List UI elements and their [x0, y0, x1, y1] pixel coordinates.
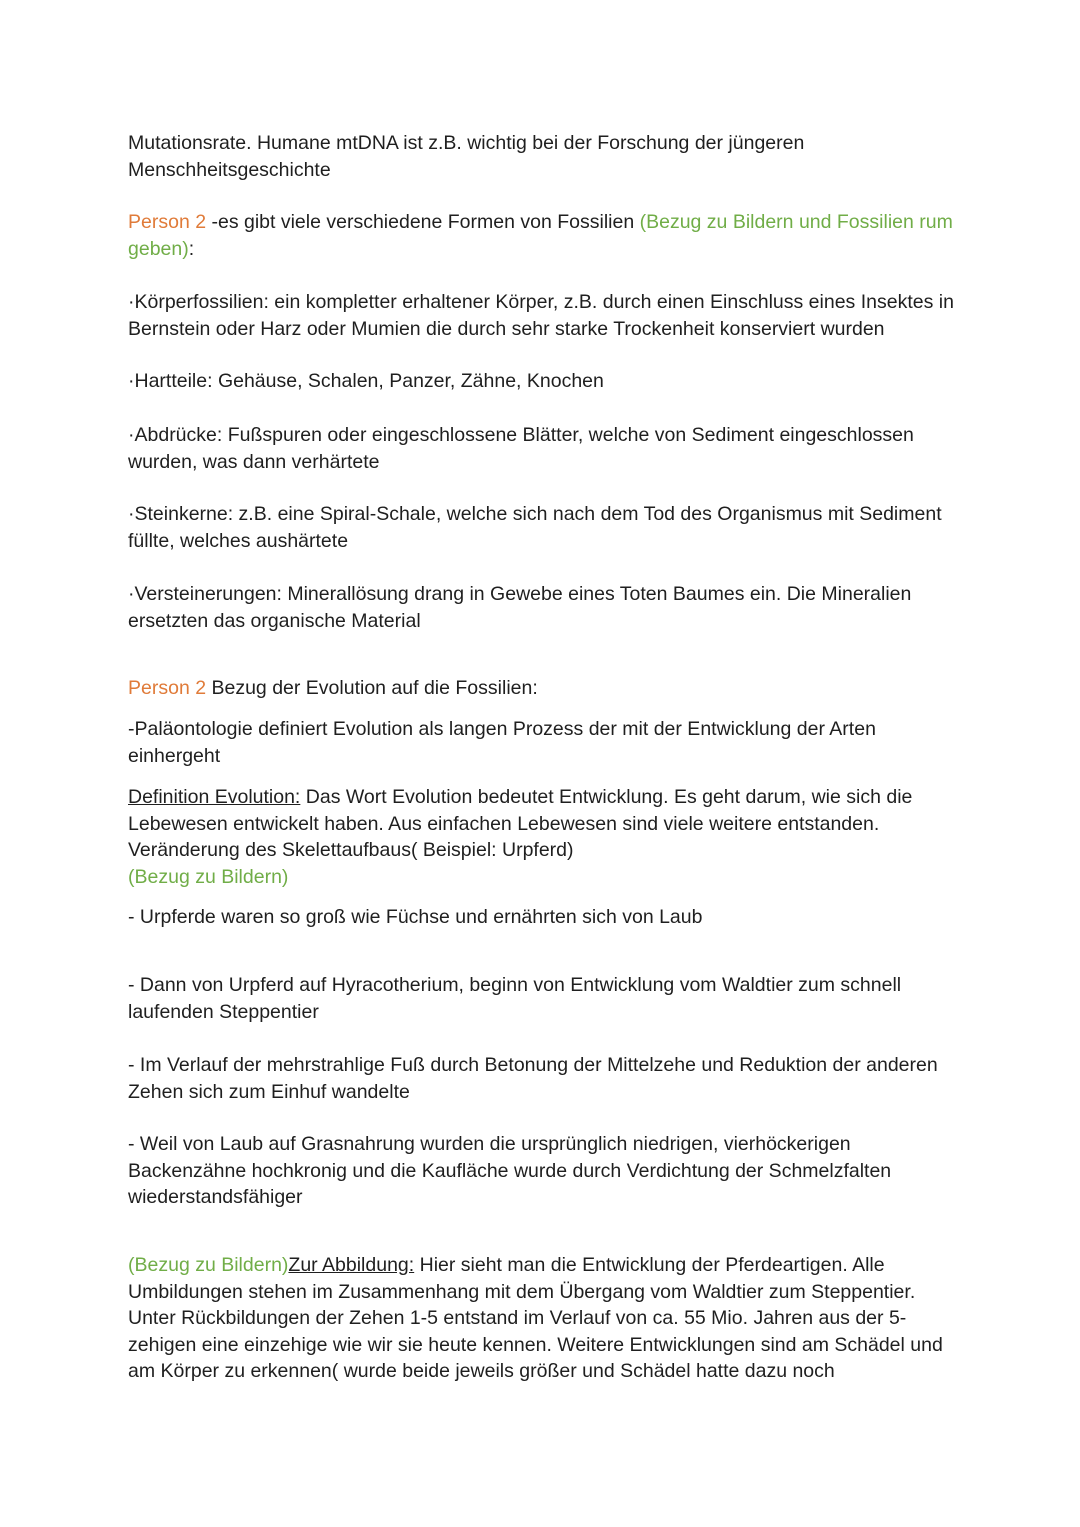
speaker-label: Person 2 [128, 211, 207, 233]
fossil-type-hartteile: ·Hartteile: Gehäuse, Schalen, Panzer, Zähne, Knochen [128, 370, 604, 392]
intro-paragraph [128, 130, 958, 183]
definition-label: Definition Evolution: [128, 786, 301, 808]
fossil-type-koerper: ·Körperfossilien: ein kompletter erhaltener Körper, z.B. durch einen Einschluss eines Insektes in Bernstein oder Harz oder Mumien die durch sehr starke Trockenheit konserviert wurden [128, 291, 954, 340]
intro-line-1: Mutationsrate. Humane mtDNA ist z.B. wichtig bei der Forschung der jüngeren [128, 132, 805, 154]
evolution-heading [128, 675, 958, 702]
palaeontology-paragraph: -Paläontologie definiert Evolution als langen Prozess der mit der Entwicklung der Arten einhergeht [128, 718, 876, 767]
urpferde-paragraph: - Urpferde waren so groß wie Füchse und ernährten sich von Laub [128, 906, 703, 928]
fossil-type-abdruecke: ·Abdrücke: Fußspuren oder eingeschlossene Blätter, welche von Sediment eingeschlossen wurden, was dann verhärtete [128, 424, 914, 473]
evolution-heading-text: Bezug der Evolution auf die Fossilien: [206, 677, 538, 699]
definition-line-3: Veränderung des Skelettaufbaus( Beispiel: Urpferd) [128, 839, 574, 861]
definition-paragraph [128, 784, 958, 890]
hyracotherium-paragraph: - Dann von Urpferd auf Hyracotherium, beginn von Entwicklung vom Waldtier zum schnell laufenden Steppentier [128, 974, 902, 1023]
speaker-label: Person 2 [128, 677, 207, 699]
fossil-type-steinkerne: ·Steinkerne: z.B. eine Spiral-Schale, welche sich nach dem Tod des Organismus mit Sediment füllte, welches aushärtete [128, 503, 942, 552]
foot-paragraph: - Im Verlauf der mehrstrahlige Fuß durch Betonung der Mittelzehe und Reduktion der anderen Zehen sich zum Einhuf wandelte [128, 1054, 938, 1103]
figure-text: Hier sieht man die Entwicklung der Pferdeartigen. Alle Umbildungen stehen im Zusammenhang mit dem Übergang vom Waldtier zum Steppentier. Unter Rückbildungen der Zehen 1-5 entstand im Verlauf von ca. 55 Mio. Jahren aus der 5-zehigen eine einzehige wie wir sie heute kennen. Weitere Entwicklungen sind am Schädel und am Körper zu erkennen( wurde beide jeweils größer und Schädel hatte dazu noch [128, 1254, 943, 1382]
figure-label: Zur Abbildung: [288, 1254, 415, 1276]
fossil-type-versteinerungen: ·Versteinerungen: Minerallösung drang in Gewebe eines Toten Baumes ein. Die Mineralien ersetzten das organische Material [128, 583, 912, 632]
stage-note: (Bezug zu Bildern) [128, 865, 289, 888]
definition-text: Das Wort Evolution bedeutet Entwicklung. Es geht darum, wie sich die Lebewesen entwickelt haben. Aus einfachen Lebewesen sind viele weitere entstanden. [128, 786, 913, 835]
figure-paragraph [128, 1252, 958, 1385]
intro-line-2: Menschheitsgeschichte [128, 158, 331, 181]
forms-colon: : [188, 237, 195, 260]
stage-note: (Bezug zu Bildern) [128, 1254, 289, 1276]
stage-note: (Bezug zu Bildern und Fossilien rum geben) [128, 211, 953, 260]
forms-text: -es gibt viele verschiedene Formen von Fossilien [206, 211, 640, 233]
fossil-forms-intro [128, 209, 958, 262]
teeth-paragraph: - Weil von Laub auf Grasnahrung wurden die ursprünglich niedrigen, vierhöckerigen Backenzähne hochkronig und die Kaufläche wurde durch Verdichtung der Schmelzfalten wiederstandsfähiger [128, 1133, 892, 1208]
